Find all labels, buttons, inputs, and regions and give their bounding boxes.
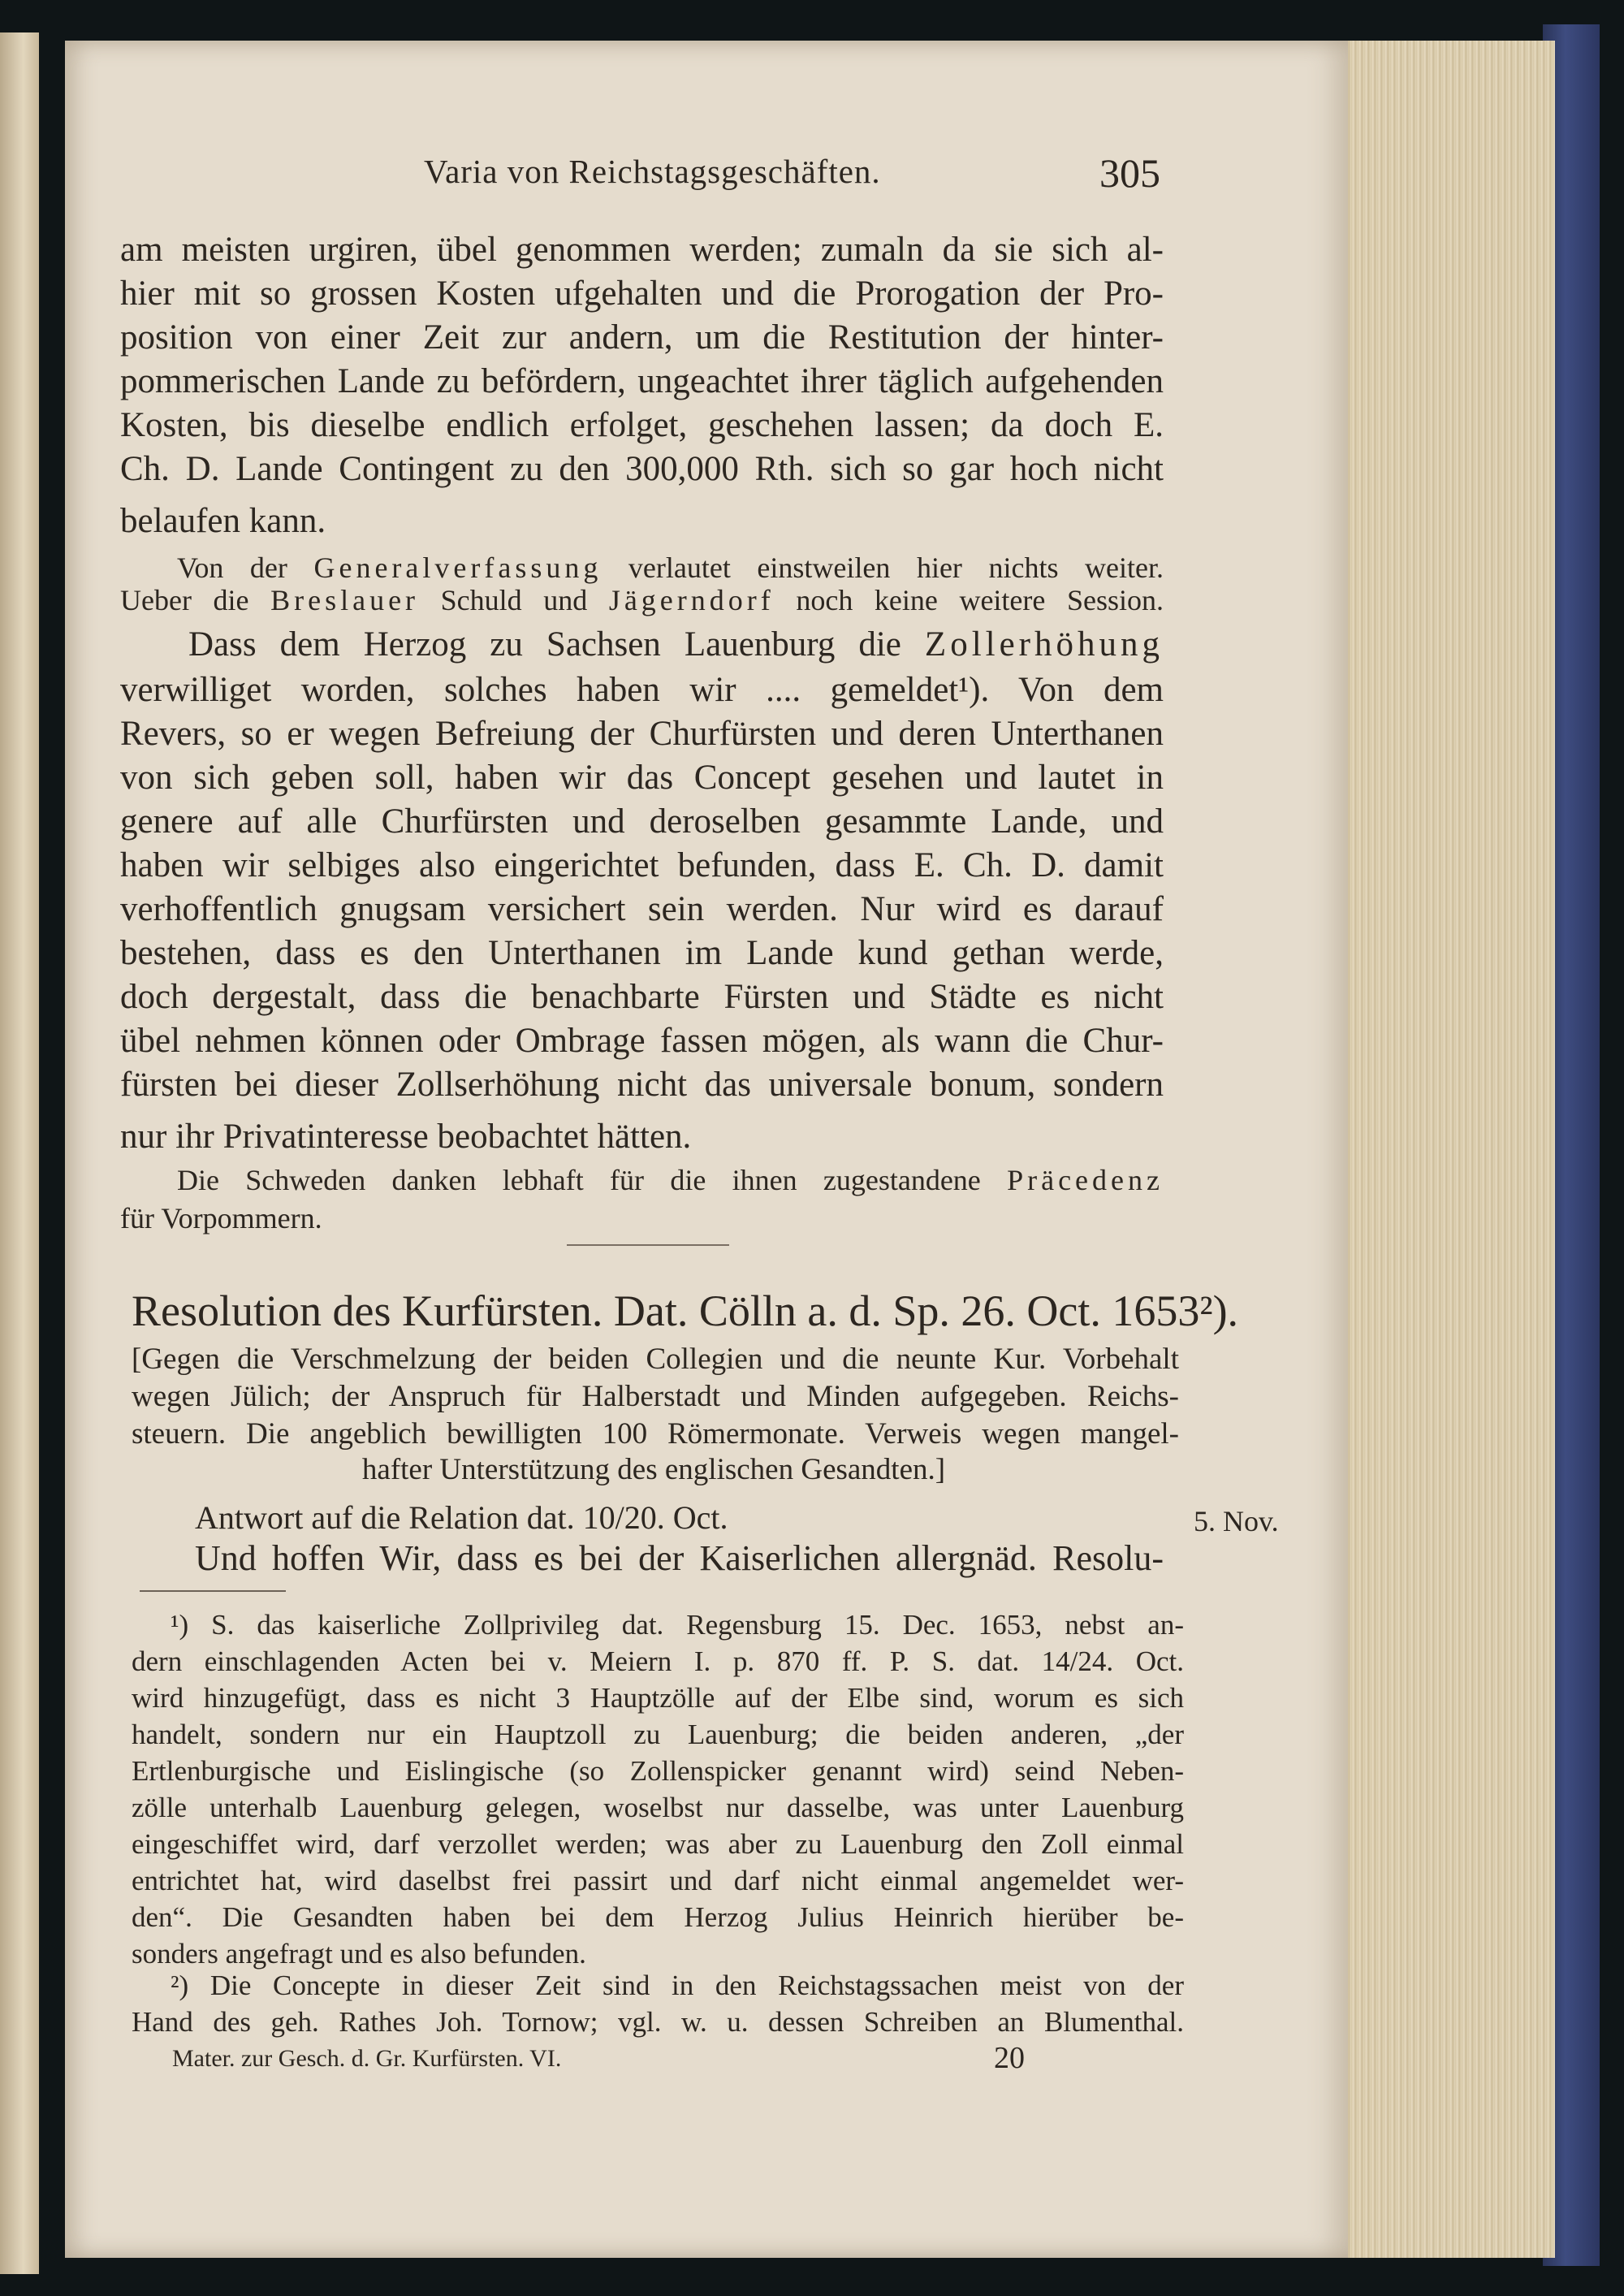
left-page-edge [0,32,39,2274]
footnote-line: Hand des geh. Rathes Joh. Tornow; vgl. w. u. dessen Schreiben an Blumenthal. [132,2006,1184,2038]
section-summary-line: hafter Unterstützung des englischen Gesandten.] [361,1453,946,1486]
summary-line: Die Schweden danken lebhaft für die ihnen zugestandene Präcedenz [177,1164,1164,1196]
answer-line: Antwort auf die Relation dat. 10/20. Oct. [195,1499,728,1536]
body-line: hier mit so grossen Kosten ufgehalten und die Prorogation der Pro- [120,275,1164,313]
body-line: Revers, so er wegen Befreiung der Churfürsten und deren Unterthanen [120,715,1164,753]
body-line: position von einer Zeit zur andern, um die Restitution der hinter- [120,318,1164,357]
sheet-number: 20 [994,2041,1025,2075]
body-line: verwilliget worden, solches haben wir .... gemeldet¹). Von dem [120,671,1164,709]
footnote-line: handelt, sondern nur ein Hauptzoll zu Lauenburg; die beiden anderen, „der [132,1719,1184,1750]
body-line: Kosten, bis dieselbe endlich erfolget, geschehen lassen; da doch E. [120,406,1164,444]
page-block-edge [1332,41,1555,2258]
printer-signature: Mater. zur Gesch. d. Gr. Kurfürsten. VI. [172,2045,562,2072]
summary-line: Ueber die Breslauer Schuld und Jägerndorf noch keine weitere Session. [120,584,1164,616]
body-line: doch dergestalt, dass die benachbarte Fürsten und Städte es nicht [120,978,1164,1016]
body-line: belaufen kann. [120,502,326,540]
body-line: pommerischen Lande zu befördern, ungeachtet ihrer täglich aufgehenden [120,362,1164,400]
footnote-line: Ertlenburgische und Eislingische (so Zollenspicker genannt wird) seind Neben- [132,1755,1184,1787]
section-summary-line: wegen Jülich; der Anspruch für Halberstadt und Minden aufgegeben. Reichs- [132,1380,1179,1413]
running-title: Varia von Reichstagsgeschäften. [424,153,881,190]
body-line: am meisten urgiren, übel genommen werden; zumaln da sie sich al- [120,231,1164,269]
section-heading: Resolution des Kurfürsten. Dat. Cölln a. d. Sp. 26. Oct. 1653²). [132,1286,1239,1335]
footnote-line: wird hinzugefügt, dass es nicht 3 Hauptzölle auf der Elbe sind, worum es sich [132,1682,1184,1714]
footnote-rule [140,1590,286,1592]
footnote-line: entrichtet hat, wird daselbst frei passirt und darf nicht einmal angemeldet wer- [132,1865,1184,1896]
footnote-line: eingeschiffet wird, darf verzollet werden; was aber zu Lauenburg den Zoll einmal [132,1828,1184,1860]
footnote-line: ¹) S. das kaiserliche Zollprivileg dat. Regensburg 15. Dec. 1653, nebst an- [171,1609,1184,1641]
footnote-line: zölle unterhalb Lauenburg gelegen, woselbst nur dasselbe, was unter Lauenburg [132,1792,1184,1823]
footnote-line: den“. Die Gesandten haben bei dem Herzog Julius Heinrich hierüber be- [132,1901,1184,1933]
footnote-line: ²) Die Concepte in dieser Zeit sind in den Reichstagssachen meist von der [171,1970,1184,2001]
footnote-line: sonders angefragt und es also befunden. [132,1938,586,1970]
body-line: nur ihr Privatinteresse beobachtet hätten. [120,1118,692,1156]
body-line: bestehen, dass es den Unterthanen im Lande kund gethan werde, [120,934,1164,972]
page-number: 305 [1099,150,1160,196]
section-divider [567,1244,729,1246]
body-line: Und hoffen Wir, dass es bei der Kaiserlichen allergnäd. Resolu- [195,1538,1164,1578]
body-line: haben wir selbiges also eingerichtet befunden, dass E. Ch. D. damit [120,846,1164,884]
section-summary-line: [Gegen die Verschmelzung der beiden Collegien und die neunte Kur. Vorbehalt [132,1343,1179,1376]
body-line: genere auf alle Churfürsten und deroselben gesammte Lande, und [120,802,1164,841]
footnote-line: dern einschlagenden Acten bei v. Meiern I. p. 870 ff. P. S. dat. 14/24. Oct. [132,1645,1184,1677]
body-line: Dass dem Herzog zu Sachsen Lauenburg die Zollerhöhung [188,625,1164,664]
section-summary-line: steuern. Die angeblich bewilligten 100 Römermonate. Verweis wegen mangel- [132,1417,1179,1451]
body-line: Ch. D. Lande Contingent zu den 300,000 Rth. sich so gar hoch nicht [120,450,1164,488]
summary-line: Von der Generalverfassung verlautet einstweilen hier nichts weiter. [177,551,1164,584]
body-line: verhoffentlich gnugsam versichert sein werden. Nur wird es darauf [120,890,1164,928]
body-line: fürsten bei dieser Zollserhöhung nicht das universale bonum, sondern [120,1066,1164,1104]
body-line: von sich geben soll, haben wir das Concept gesehen und lautet in [120,759,1164,797]
body-line: übel nehmen können oder Ombrage fassen mögen, als wann die Chur- [120,1022,1164,1060]
margin-date: 5. Nov. [1194,1505,1279,1537]
summary-line: für Vorpommern. [120,1202,322,1234]
